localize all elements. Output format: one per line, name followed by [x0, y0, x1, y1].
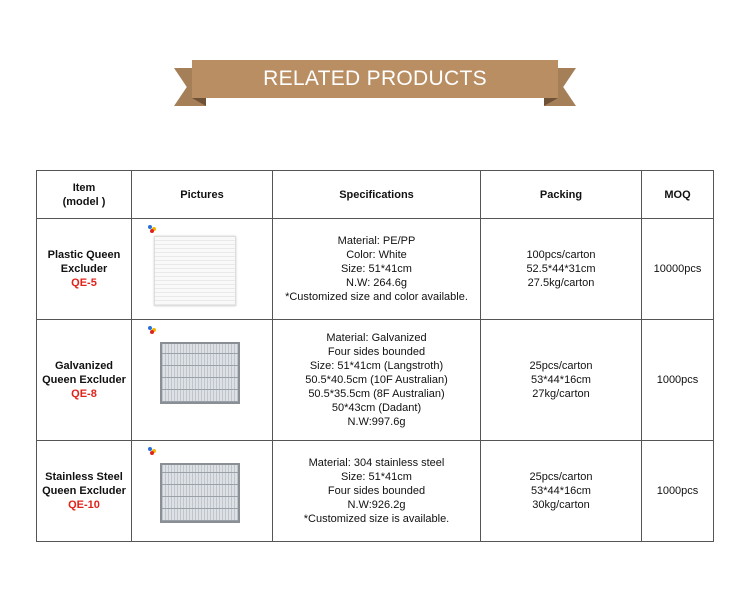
packing-line: 27kg/carton: [532, 388, 590, 400]
spec-line: 50*43cm (Dadant): [331, 402, 422, 414]
packing-line: 53*44*16cm: [531, 485, 591, 497]
picture-cell: [132, 320, 273, 441]
spec-line: Four sides bounded: [327, 346, 426, 358]
item-name-line1: Galvanized: [54, 360, 114, 372]
spec-line: 50.5*35.5cm (8F Australian): [308, 388, 445, 400]
packing-cell: [481, 219, 642, 320]
header-item-line1: Item: [72, 181, 96, 194]
item-name-line1: Plastic Queen: [47, 249, 121, 261]
packing-line: 30kg/carton: [532, 499, 590, 511]
packing-line: 25pcs/carton: [529, 471, 593, 483]
header-specifications: Specifications: [273, 171, 481, 219]
header-pictures: Pictures: [132, 171, 273, 219]
spec-line: N.W:997.6g: [347, 416, 406, 428]
brand-logo-icon: [148, 447, 158, 455]
spec-line: Color: White: [346, 249, 407, 261]
item-name-line2: Excluder: [60, 263, 108, 275]
spec-line: 50.5*40.5cm (10F Australian): [305, 374, 448, 386]
spec-line: Material: Galvanized: [326, 332, 427, 344]
spec-line: N.W:926.2g: [347, 499, 406, 511]
table-row: [37, 320, 714, 441]
table-header-row: [37, 171, 714, 219]
spec-line: Size: 51*41cm: [341, 471, 412, 483]
products-table: [36, 170, 714, 542]
packing-line: 25pcs/carton: [529, 360, 593, 372]
header-packing: Packing: [481, 171, 642, 219]
picture-cell: [132, 219, 273, 320]
brand-logo-icon: [148, 225, 158, 233]
stainless-excluder-image: [160, 463, 240, 523]
spec-line: Size: 51*41cm (Langstroth): [309, 360, 444, 372]
spec-line: Four sides bounded: [327, 485, 426, 497]
specs-cell: [273, 320, 481, 441]
packing-line: 100pcs/carton: [526, 249, 596, 261]
spec-line: *Customized size is available.: [303, 513, 450, 525]
header-moq: MOQ: [642, 171, 714, 219]
table-row: [37, 219, 714, 320]
header-item: [37, 171, 132, 219]
item-code[interactable]: QE-5: [71, 277, 97, 289]
specs-cell: [273, 219, 481, 320]
spec-line: Size: 51*41cm: [341, 263, 412, 275]
moq-cell: 1000pcs: [642, 441, 714, 542]
related-products-banner: [174, 60, 576, 106]
specs-cell: [273, 441, 481, 542]
item-cell: [37, 441, 132, 542]
galvanized-excluder-image: [160, 342, 240, 404]
spec-line: Material: 304 stainless steel: [308, 457, 445, 469]
item-cell: [37, 219, 132, 320]
item-cell: [37, 320, 132, 441]
header-item-line2: (model ): [62, 195, 106, 208]
table-row: [37, 441, 714, 542]
spec-line: *Customized size and color available.: [285, 291, 468, 303]
item-name-line1: Stainless Steel: [45, 471, 123, 483]
spec-line: N.W: 264.6g: [346, 277, 407, 289]
packing-line: 27.5kg/carton: [527, 277, 595, 289]
packing-cell: [481, 320, 642, 441]
spec-line: Material: PE/PP: [337, 235, 416, 247]
banner-title: RELATED PRODUCTS: [192, 60, 558, 98]
plastic-excluder-image: [154, 236, 236, 306]
item-name-line2: Queen Excluder: [42, 485, 126, 497]
moq-cell: 10000pcs: [642, 219, 714, 320]
packing-line: 53*44*16cm: [531, 374, 591, 386]
picture-cell: [132, 441, 273, 542]
packing-cell: [481, 441, 642, 542]
item-code[interactable]: QE-10: [68, 499, 100, 511]
brand-logo-icon: [148, 326, 158, 334]
item-code[interactable]: QE-8: [71, 388, 97, 400]
item-name-line2: Queen Excluder: [42, 374, 126, 386]
packing-line: 52.5*44*31cm: [526, 263, 596, 275]
moq-cell: 1000pcs: [642, 320, 714, 441]
